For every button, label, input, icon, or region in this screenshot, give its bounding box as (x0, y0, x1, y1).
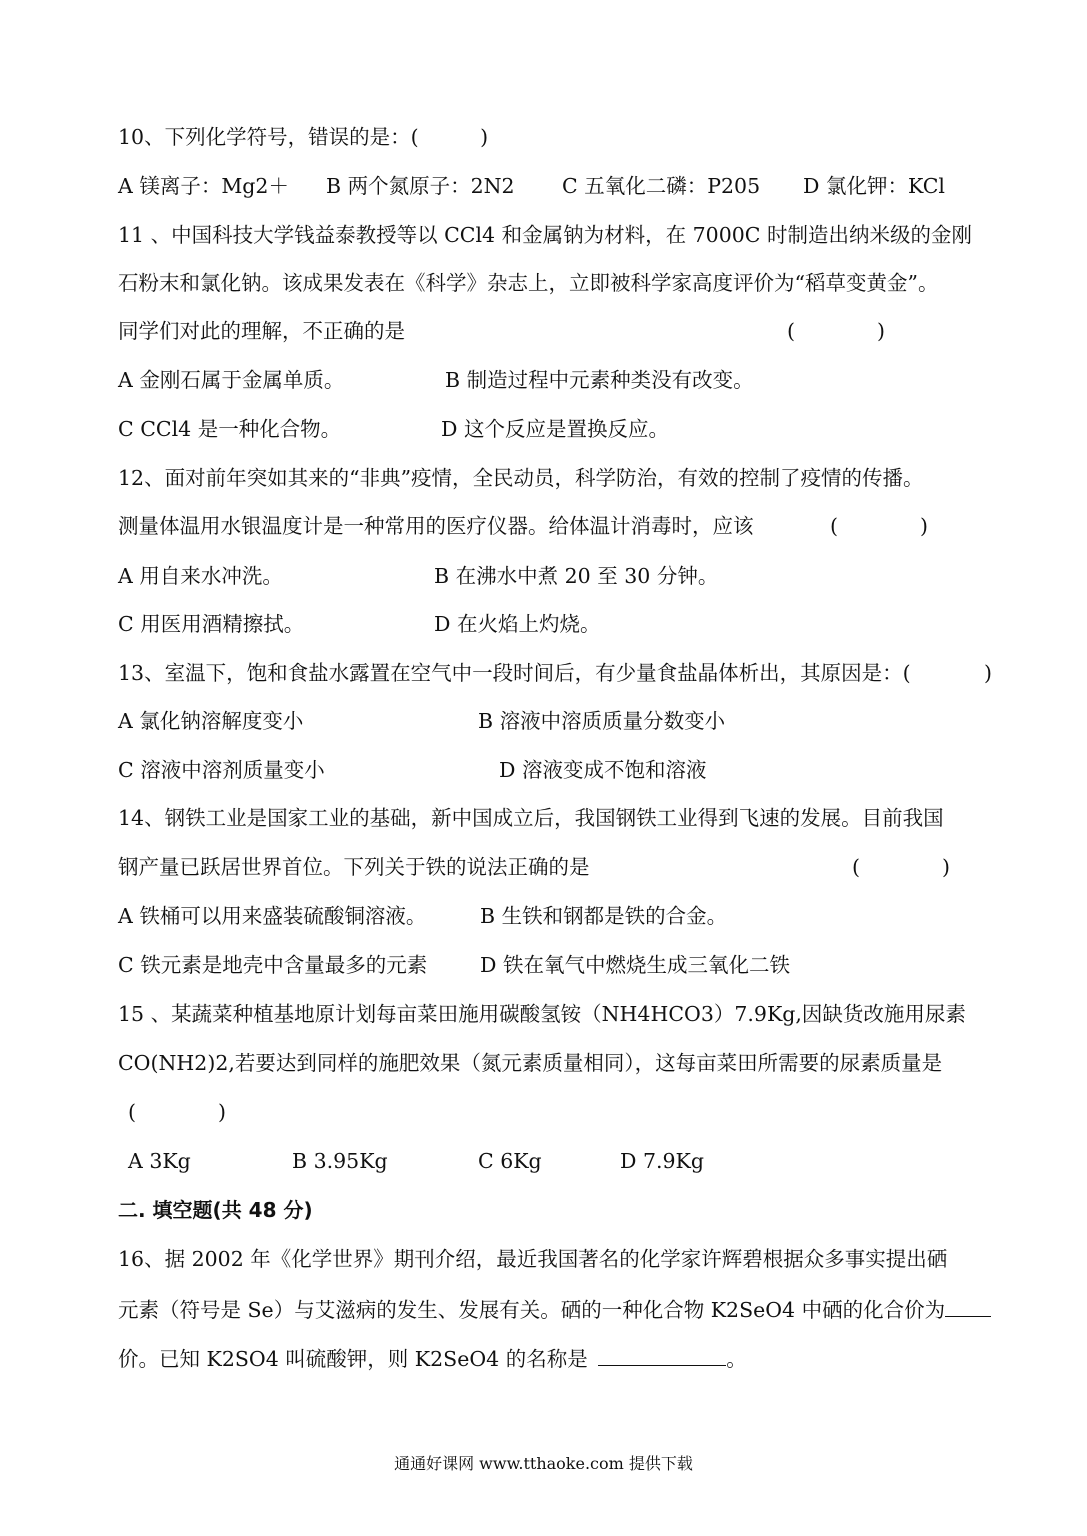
q14-stem-line-1: 14、钢铁工业是国家工业的基础，新中国成立后，我国钢铁工业得到飞速的发展。目前我国 (118, 806, 944, 830)
q11-option-b: B 制造过程中元素种类没有改变。 (445, 368, 754, 392)
q13-option-a: A 氯化钠溶解度变小 (118, 709, 304, 733)
q11-stem-line-3: 同学们对此的理解，不正确的是 (118, 319, 405, 343)
q12-option-c: C 用医用酒精擦拭。 (118, 612, 305, 636)
q10-option-c: C 五氧化二磷：P205 (562, 174, 761, 198)
q15-option-b: B 3.95Kg (292, 1149, 388, 1173)
q12-option-b: B 在沸水中煮 20 至 30 分钟。 (434, 564, 719, 588)
q16-blank-1[interactable] (945, 1294, 991, 1317)
q10-stem: 10、下列化学符号，错误的是：( ) (118, 125, 489, 149)
q11-option-d: D 这个反应是置换反应。 (441, 417, 669, 441)
q11-option-a: A 金刚石属于金属单质。 (118, 368, 345, 392)
q13-stem: 13、室温下，饱和食盐水露置在空气中一段时间后，有少量食盐晶体析出，其原因是：( (118, 661, 911, 685)
q10-option-a: A 镁离子：Mg2＋ (118, 174, 289, 198)
q16-line-1: 16、据 2002 年《化学世界》期刊介绍，最近我国著名的化学家许辉碧根据众多事实提出硒 (118, 1247, 948, 1271)
q14-option-a: A 铁桶可以用来盛装硫酸铜溶液。 (118, 904, 427, 928)
q15-option-c: C 6Kg (478, 1149, 542, 1173)
q14-option-d: D 铁在氧气中燃烧生成三氧化二铁 (480, 953, 790, 977)
section-heading: 二. 填空题(共 48 分) (118, 1198, 313, 1222)
q14-answer-bracket: ( ) (852, 855, 950, 879)
page-footer: 通通好课网 www.tthaoke.com 提供下载 (394, 1454, 693, 1473)
q11-option-c: C CCl4 是一种化合物。 (118, 417, 342, 441)
q11-stem-line-2: 石粉末和氯化钠。该成果发表在《科学》杂志上，立即被科学家高度评价为“稻草变黄金”。 (118, 271, 939, 295)
q10-option-b: B 两个氮原子：2N2 (326, 174, 515, 198)
q15-stem-line-2: CO(NH2)2,若要达到同样的施肥效果（氮元素质量相同），这每亩菜田所需要的尿素质量是 (118, 1051, 943, 1075)
q11-answer-bracket: ( ) (787, 319, 885, 343)
q12-stem-line-2: 测量体温用水银温度计是一种常用的医疗仪器。给体温计消毒时，应该 (118, 514, 754, 538)
q13-option-b: B 溶液中溶质质量分数变小 (478, 709, 726, 733)
q14-stem-line-2: 钢产量已跃居世界首位。下列关于铁的说法正确的是 (118, 855, 590, 879)
q16-line-2-text: 元素（符号是 Se）与艾滋病的发生、发展有关。硒的一种化合物 K2SeO4 中硒的化合价为 (118, 1298, 946, 1322)
q14-option-c: C 铁元素是地壳中含量最多的元素 (118, 953, 428, 977)
q12-option-d: D 在火焰上灼烧。 (434, 612, 601, 636)
q14-option-b: B 生铁和钢都是铁的合金。 (480, 904, 728, 928)
q12-option-a: A 用自来水冲洗。 (118, 564, 283, 588)
q15-answer-bracket: ( ) (128, 1100, 226, 1124)
q12-answer-bracket: ( ) (830, 514, 928, 538)
q15-stem-line-1: 15 、某蔬菜种植基地原计划每亩菜田施用碳酸氢铵（NH4HCO3）7.9Kg,因缺货改施用尿素 (118, 1002, 966, 1026)
q13-option-c: C 溶液中溶剂质量变小 (118, 758, 325, 782)
q16-line-3-text: 价。已知 K2SO4 叫硫酸钾，则 K2SeO4 的名称是 (118, 1347, 588, 1371)
q10-option-d: D 氯化钾：KCl (803, 174, 945, 198)
q16-line-3 (118, 1343, 747, 1374)
q11-stem-line-1: 11 、中国科技大学钱益泰教授等以 CCl4 和金属钠为材料，在 7000C 时制造出纳米级的金刚 (118, 223, 972, 247)
q15-option-a: A 3Kg (128, 1149, 191, 1173)
q12-stem-line-1: 12、面对前年突如其来的“非典”疫情，全民动员，科学防治，有效的控制了疫情的传播。 (118, 466, 924, 490)
q16-line-2 (118, 1294, 991, 1325)
q13-bracket-close: ) (984, 661, 992, 685)
q13-option-d: D 溶液变成不饱和溶液 (499, 758, 707, 782)
q16-line-3-end: 。 (726, 1347, 747, 1371)
q16-blank-2[interactable] (598, 1343, 726, 1366)
q15-option-d: D 7.9Kg (620, 1149, 704, 1173)
